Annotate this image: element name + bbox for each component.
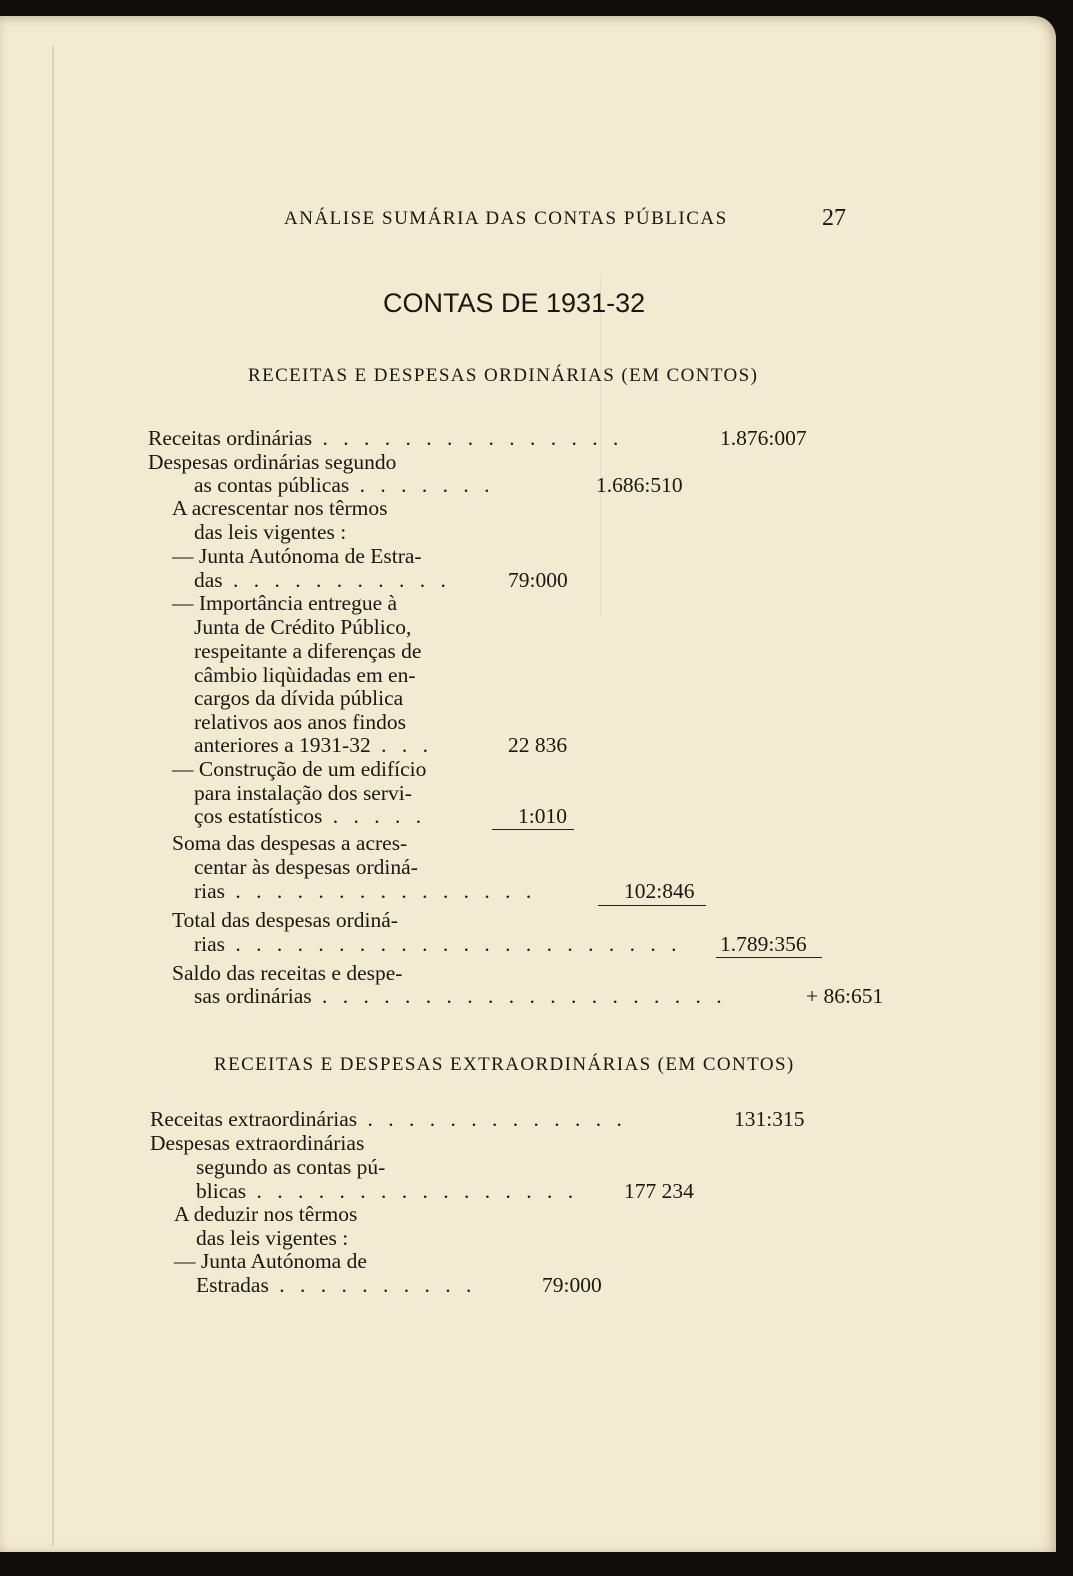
- line-despesas-extra-3: blicas . . . . . . . . . . . . . . . .: [196, 1179, 579, 1203]
- line-importancia-7: anteriores a 1931-32 . . .: [194, 733, 433, 757]
- line-junta-extra-2: Estradas . . . . . . . . . .: [196, 1273, 477, 1297]
- line-importancia-2: Junta de Crédito Público,: [194, 615, 412, 639]
- line-importancia-3: respeitante a diferenças de: [194, 639, 422, 663]
- value-despesas-extra: 177 234: [624, 1179, 694, 1203]
- page-number: 27: [822, 205, 846, 231]
- line-junta-extra-1: — Junta Autónoma de: [174, 1249, 367, 1273]
- line-deduzir-1: A deduzir nos têrmos: [174, 1202, 358, 1226]
- line-total-2: rias . . . . . . . . . . . . . . . . . . . . . .: [194, 932, 682, 956]
- line-saldo-2: sas ordinárias . . . . . . . . . . . . . . . . . . . .: [194, 984, 727, 1008]
- line-junta-2: das . . . . . . . . . . .: [194, 568, 451, 592]
- total-rule: [716, 957, 822, 958]
- line-receitas-ordinarias: Receitas ordinárias . . . . . . . . . . . . . . .: [148, 426, 624, 450]
- line-deduzir-2: das leis vigentes :: [196, 1226, 349, 1250]
- value-total: 1.789:356: [720, 932, 807, 956]
- ordinary-heading: RECEITAS E DESPESAS ORDINÁRIAS (EM CONTOS): [248, 365, 759, 386]
- line-construcao-1: — Construção de um edifício: [172, 757, 427, 781]
- line-saldo-1: Saldo das receitas e despe-: [172, 961, 403, 985]
- line-acrescentar-1: A acrescentar nos têrmos: [172, 496, 388, 520]
- extraordinary-heading: RECEITAS E DESPESAS EXTRAORDINÁRIAS (EM CONTOS): [214, 1054, 795, 1075]
- line-construcao-3: ços estatísticos . . . . .: [194, 804, 427, 828]
- value-junta-extra: 79:000: [542, 1273, 602, 1297]
- line-importancia-4: câmbio liqùidadas em en-: [194, 663, 416, 687]
- line-junta-1: — Junta Autónoma de Estra-: [172, 544, 422, 568]
- line-despesas-extra-1: Despesas extraordinárias: [150, 1131, 365, 1155]
- line-receitas-extra: Receitas extraordinárias . . . . . . . . . . . . .: [150, 1107, 627, 1131]
- line-importancia-6: relativos aos anos findos: [194, 710, 406, 734]
- value-construcao: 1:010: [518, 804, 567, 828]
- page-title: CONTAS DE 1931-32: [383, 288, 646, 318]
- line-despesas-extra-2: segundo as contas pú-: [196, 1155, 386, 1179]
- subtotal-rule: [492, 829, 574, 830]
- line-acrescentar-2: das leis vigentes :: [194, 520, 347, 544]
- page-fold: [52, 46, 54, 1546]
- line-construcao-2: para instalação dos servi-: [194, 781, 412, 805]
- value-receitas-ordinarias: 1.876:007: [720, 426, 807, 450]
- value-saldo: + 86:651: [806, 984, 884, 1008]
- running-title: ANÁLISE SUMÁRIA DAS CONTAS PÚBLICAS: [284, 208, 728, 229]
- value-despesas-contas: 1.686:510: [596, 473, 683, 497]
- line-soma-2: centar às despesas ordiná-: [194, 855, 418, 879]
- line-total-1: Total das despesas ordiná-: [172, 908, 398, 932]
- value-importancia: 22 836: [508, 733, 568, 757]
- value-soma: 102:846: [624, 879, 695, 903]
- line-despesas-1: Despesas ordinárias segundo: [148, 450, 397, 474]
- value-junta: 79:000: [508, 568, 568, 592]
- line-soma-3: rias . . . . . . . . . . . . . . .: [194, 879, 537, 903]
- page: [0, 16, 1056, 1552]
- value-receitas-extra: 131:315: [734, 1107, 805, 1131]
- soma-rule: [598, 905, 706, 906]
- line-importancia-5: cargos da dívida pública: [194, 686, 404, 710]
- line-soma-1: Soma das despesas a acres-: [172, 831, 408, 855]
- line-importancia-1: — Importância entregue à: [172, 591, 398, 615]
- line-despesas-2: as contas públicas . . . . . . .: [194, 473, 495, 497]
